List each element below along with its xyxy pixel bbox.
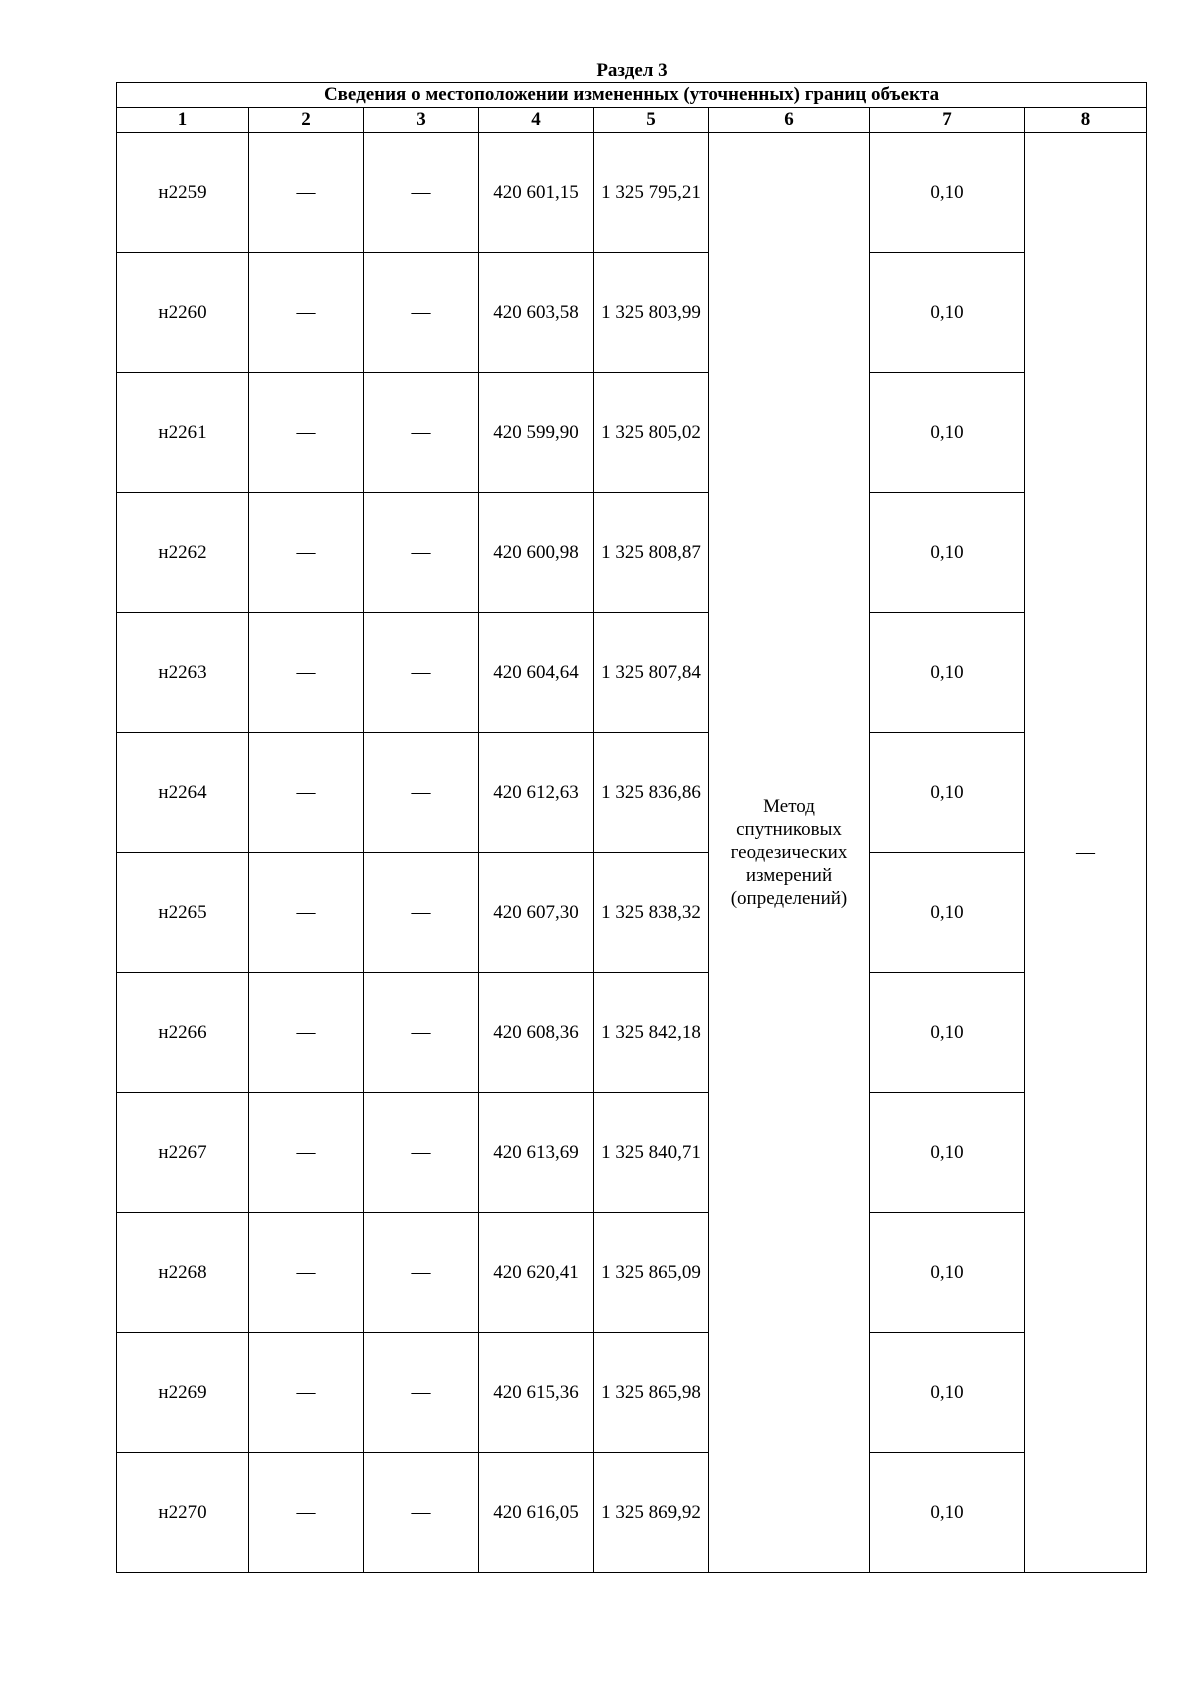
coordinate-y-cell: 1 325 803,99 (594, 253, 709, 373)
column-3-cell: — (364, 1333, 479, 1453)
coordinate-x-cell: 420 616,05 (479, 1453, 594, 1573)
point-number-cell: н2262 (117, 493, 249, 613)
column-3-cell: — (364, 373, 479, 493)
column-number: 4 (479, 108, 594, 133)
table-caption: Сведения о местоположении измененных (уточненных) границ объекта (117, 83, 1147, 108)
table-row (117, 493, 1147, 613)
table-row (117, 613, 1147, 733)
point-number-cell: н2264 (117, 733, 249, 853)
coordinate-x-cell: 420 601,15 (479, 133, 594, 253)
coordinate-y-cell: 1 325 808,87 (594, 493, 709, 613)
boundary-coordinates-table (116, 82, 1147, 1573)
table-row (117, 1453, 1147, 1573)
column-2-cell: — (249, 853, 364, 973)
accuracy-cell: 0,10 (870, 613, 1025, 733)
method-line: измерений (745, 865, 833, 886)
column-2-cell: — (249, 373, 364, 493)
coordinate-y-cell: 1 325 807,84 (594, 613, 709, 733)
table-row (117, 973, 1147, 1093)
column-3-cell: — (364, 1093, 479, 1213)
table-row (117, 853, 1147, 973)
coordinate-y-cell: 1 325 842,18 (594, 973, 709, 1093)
column-2-cell: — (249, 493, 364, 613)
coordinate-x-cell: 420 603,58 (479, 253, 594, 373)
coordinate-x-cell: 420 612,63 (479, 733, 594, 853)
column-3-cell: — (364, 853, 479, 973)
accuracy-cell: 0,10 (870, 253, 1025, 373)
column-number: 1 (117, 108, 249, 133)
point-number-cell: н2266 (117, 973, 249, 1093)
coordinate-x-cell: 420 620,41 (479, 1213, 594, 1333)
coordinate-y-cell: 1 325 865,98 (594, 1333, 709, 1453)
accuracy-cell: 0,10 (870, 373, 1025, 493)
point-number-cell: н2265 (117, 853, 249, 973)
column-2-cell: — (249, 1093, 364, 1213)
coordinate-y-cell: 1 325 869,92 (594, 1453, 709, 1573)
column-number: 7 (870, 108, 1025, 133)
column-3-cell: — (364, 733, 479, 853)
accuracy-cell: 0,10 (870, 973, 1025, 1093)
coordinate-x-cell: 420 600,98 (479, 493, 594, 613)
column-2-cell: — (249, 973, 364, 1093)
column-3-cell: — (364, 1453, 479, 1573)
column-2-cell: — (249, 613, 364, 733)
coordinate-x-cell: 420 599,90 (479, 373, 594, 493)
method-line: Метод (763, 796, 815, 817)
coordinate-x-cell: 420 608,36 (479, 973, 594, 1093)
method-cell (709, 133, 870, 1573)
table-row (117, 1333, 1147, 1453)
method-line: спутниковых (736, 819, 842, 840)
point-number-cell: н2263 (117, 613, 249, 733)
column-number: 3 (364, 108, 479, 133)
table-row (117, 373, 1147, 493)
column-number: 6 (709, 108, 870, 133)
coordinate-y-cell: 1 325 805,02 (594, 373, 709, 493)
column-3-cell: — (364, 1213, 479, 1333)
method-line: геодезических (730, 842, 848, 863)
column-2-cell: — (249, 1453, 364, 1573)
coordinate-y-cell: 1 325 838,32 (594, 853, 709, 973)
accuracy-cell: 0,10 (870, 1213, 1025, 1333)
table-row (117, 133, 1147, 253)
section-title: Раздел 3 (596, 60, 668, 81)
coordinate-y-cell: 1 325 840,71 (594, 1093, 709, 1213)
point-number-cell: н2269 (117, 1333, 249, 1453)
accuracy-cell: 0,10 (870, 1333, 1025, 1453)
coordinate-x-cell: 420 615,36 (479, 1333, 594, 1453)
method-line: (определений) (730, 888, 848, 909)
accuracy-cell: 0,10 (870, 733, 1025, 853)
column-2-cell: — (249, 133, 364, 253)
coordinate-y-cell: 1 325 795,21 (594, 133, 709, 253)
column-number: 5 (594, 108, 709, 133)
table-row (117, 253, 1147, 373)
table-row (117, 733, 1147, 853)
column-3-cell: — (364, 973, 479, 1093)
coordinate-x-cell: 420 607,30 (479, 853, 594, 973)
accuracy-cell: 0,10 (870, 853, 1025, 973)
column-number: 2 (249, 108, 364, 133)
point-number-cell: н2270 (117, 1453, 249, 1573)
coordinate-x-cell: 420 613,69 (479, 1093, 594, 1213)
column-3-cell: — (364, 613, 479, 733)
accuracy-cell: 0,10 (870, 1093, 1025, 1213)
accuracy-cell: 0,10 (870, 1453, 1025, 1573)
column-2-cell: — (249, 1333, 364, 1453)
table-caption-row (117, 83, 1147, 108)
column-2-cell: — (249, 1213, 364, 1333)
accuracy-cell: 0,10 (870, 493, 1025, 613)
accuracy-cell: 0,10 (870, 133, 1025, 253)
column-2-cell: — (249, 253, 364, 373)
point-number-cell: н2259 (117, 133, 249, 253)
point-number-cell: н2261 (117, 373, 249, 493)
column-number-row (117, 108, 1147, 133)
table-row (117, 1093, 1147, 1213)
point-number-cell: н2260 (117, 253, 249, 373)
column-3-cell: — (364, 493, 479, 613)
column-3-cell: — (364, 133, 479, 253)
point-number-cell: н2268 (117, 1213, 249, 1333)
column-3-cell: — (364, 253, 479, 373)
table-row (117, 1213, 1147, 1333)
coordinate-x-cell: 420 604,64 (479, 613, 594, 733)
column-8-cell: — (1025, 133, 1147, 1573)
coordinate-y-cell: 1 325 836,86 (594, 733, 709, 853)
point-number-cell: н2267 (117, 1093, 249, 1213)
coordinate-y-cell: 1 325 865,09 (594, 1213, 709, 1333)
column-2-cell: — (249, 733, 364, 853)
column-number: 8 (1025, 108, 1147, 133)
